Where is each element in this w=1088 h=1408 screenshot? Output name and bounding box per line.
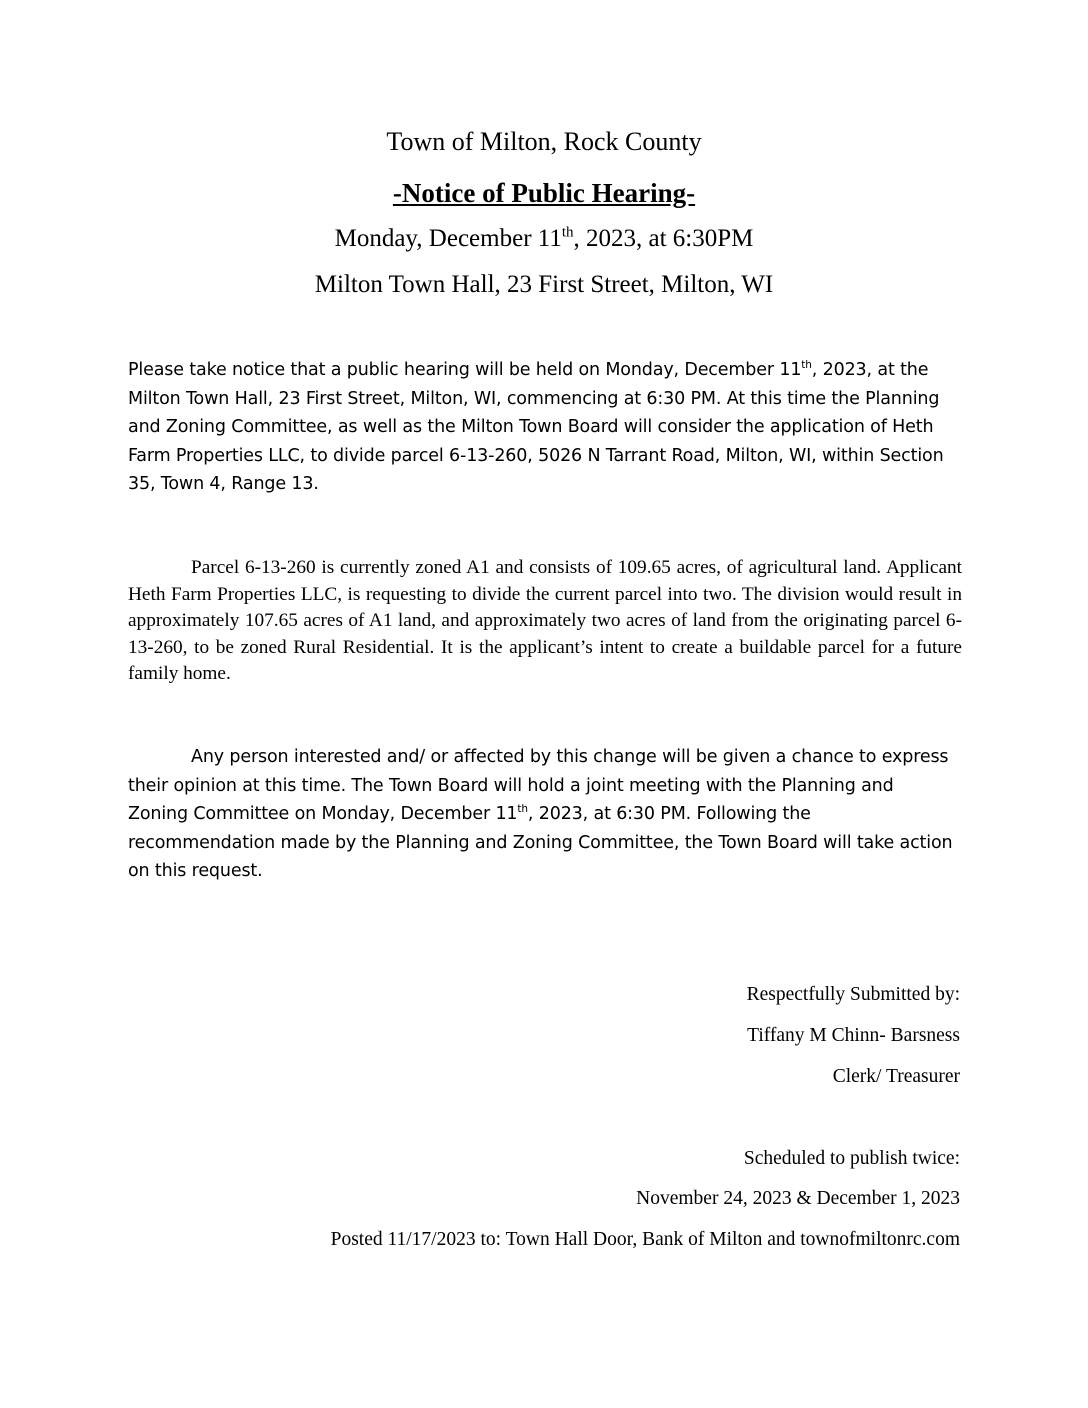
paragraph-1-line-4: Farm Properties LLC, to divide parcel 6-13-260, 5026 N Tarrant Road, Milton, WI, within Section: [128, 445, 944, 466]
paragraph-3-line-3: [128, 800, 962, 829]
signer-title: Clerk/ Treasurer: [832, 1066, 960, 1087]
p1-line1-text-a: Please take notice that a public hearing will be held on Monday, December 11: [128, 360, 802, 380]
posting-locations: Posted 11/17/2023 to: Town Hall Door, Bank of Milton and townofmiltonrc.com: [330, 1229, 960, 1250]
notice-paragraph-1: [128, 356, 962, 499]
notice-title: -Notice of Public Hearing-: [392, 178, 696, 208]
hearing-date-prefix: Monday, December 11: [334, 225, 562, 252]
town-heading: Town of Milton, Rock County: [386, 127, 702, 156]
p3-line3-text-a: Zoning Committee on Monday, December 11: [128, 804, 518, 824]
paragraph-3-line-5: on this request.: [128, 861, 263, 881]
hearing-date-suffix: , 2023, at 6:30PM: [573, 225, 754, 252]
paragraph-3-line-2: their opinion at this time. The Town Board will hold a joint meeting with the Planning and: [128, 775, 894, 796]
paragraph-3-line-1: [128, 743, 962, 772]
p3-line1-text: Any person interested and/ or affected by this change will be given a chance to express: [191, 747, 949, 767]
p1-line1-sup: th: [801, 359, 812, 372]
p3-line3-sup: th: [517, 803, 528, 816]
hearing-date-sup: th: [561, 224, 574, 241]
paragraph-1-line-3: and Zoning Committee, as well as the Milton Town Board will consider the application of Heth: [128, 417, 934, 437]
paragraph-1-line-2: Milton Town Hall, 23 First Street, Milton, WI, commencing at 6:30 PM. At this time the Planning: [128, 388, 940, 409]
paragraph-2-text: Parcel 6-13-260 is currently zoned A1 and consists of 109.65 acres, of agricultural land. Applicant Heth Farm Properties LLC, is requesting to divide the current parcel into two. The division would result in approximately 107.65 acres of A1 land, and approximately two acres of land from the originating parcel 6-13-260, to be zoned Rural Residential. It is the applicant’s intent to create a buildable parcel for a future family home.: [128, 557, 962, 684]
publication-dates: November 24, 2023 & December 1, 2023: [636, 1188, 960, 1209]
paragraph-1-line-1: [128, 356, 962, 385]
paragraph-1-line-5: 35, Town 4, Range 13.: [128, 474, 319, 494]
signer-name: Tiffany M Chinn- Barsness: [747, 1025, 960, 1046]
hearing-location: Milton Town Hall, 23 First Street, Milton, WI: [314, 271, 774, 298]
p3-line3-text-b: , 2023, at 6:30 PM. Following the: [527, 804, 811, 824]
paragraph-3-line-4: recommendation made by the Planning and Zoning Committee, the Town Board will take action: [128, 832, 953, 853]
publication-schedule-label: Scheduled to publish twice:: [743, 1148, 960, 1169]
notice-paragraph-2: [128, 555, 962, 688]
submitted-by-label: Respectfully Submitted by:: [746, 984, 960, 1005]
hearing-date: [0, 225, 1088, 253]
p1-line1-text-b: , 2023, at the: [811, 360, 929, 380]
notice-paragraph-3: [128, 743, 962, 886]
